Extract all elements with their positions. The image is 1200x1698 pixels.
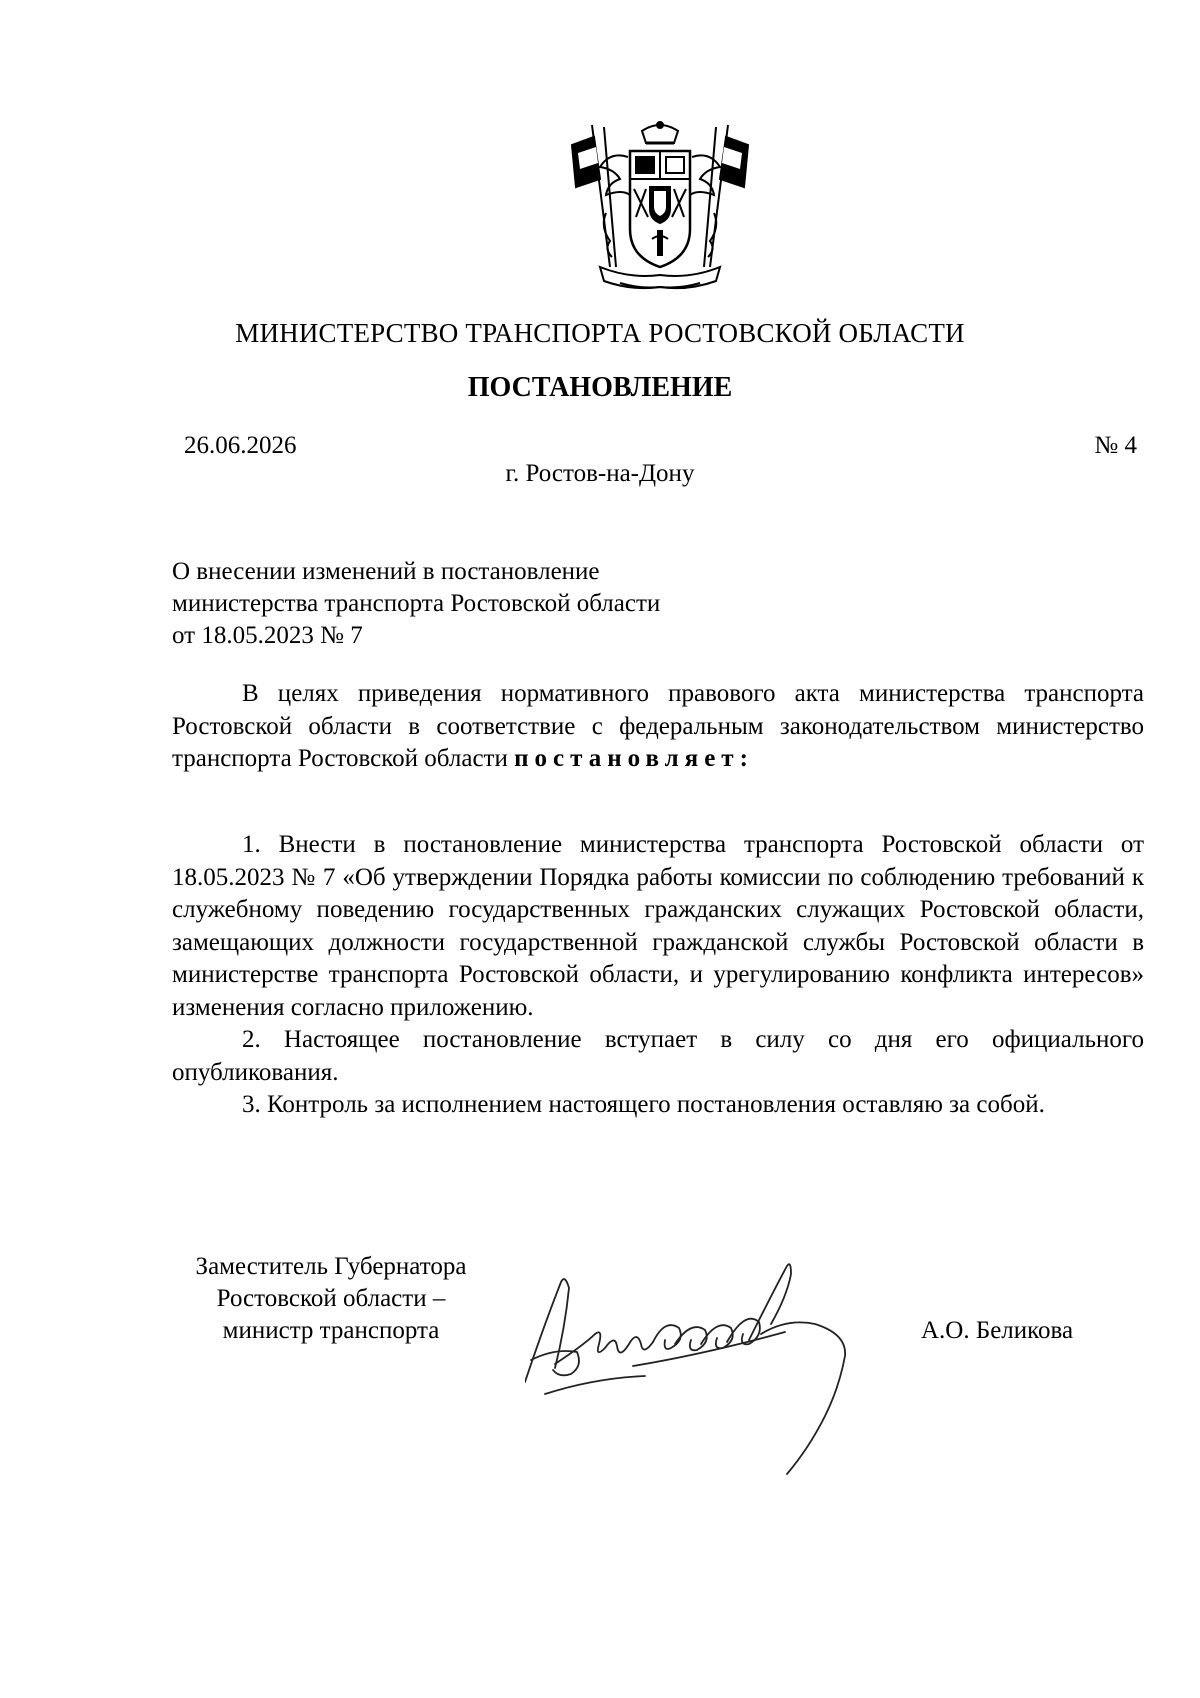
- resolution-item-1: 1. Внести в постановление министерства транспорта Ростовской области от 18.05.2023 № 7 «Об утверждении Порядка работы комиссии по соблюдению требований к служебному поведению государственных гражданских служащих Ростовской области, замещающих должности государственной гражданской службы Ростовской области в министерстве транспорта Ростовской области, и урегулированию конфликта интересов» изменения согласно приложению.: [172, 831, 1144, 1021]
- position-line: министр транспорта: [222, 1317, 440, 1344]
- preamble-paragraph: [172, 678, 1144, 776]
- subject-line: министерства транспорта Ростовской области: [172, 590, 661, 617]
- subject-line: О внесении изменений в постановление: [172, 558, 600, 585]
- resolution-item-2: 2. Настоящее постановление вступает в силу со дня его официального опубликования.: [172, 1026, 1144, 1086]
- signatory-position: [164, 1251, 498, 1347]
- resolution-item-3: 3. Контроль за исполнением настоящего постановления оставляю за собой.: [242, 1091, 1045, 1118]
- document-type-title: ПОСТАНОВЛЕНИЕ: [467, 372, 733, 403]
- document-subject: [172, 556, 792, 652]
- document-number: № 4: [1094, 432, 1137, 459]
- subject-line: от 18.05.2023 № 7: [172, 622, 363, 649]
- handwritten-signature-icon: [525, 1248, 925, 1488]
- document-place: г. Ростов-на-Дону: [505, 460, 695, 487]
- rostov-oblast-coat-of-arms-icon: [570, 117, 750, 297]
- document-date: 26.06.2026: [184, 432, 297, 459]
- signatory-name: А.О. Беликова: [921, 1317, 1074, 1344]
- position-line: Заместитель Губернатора: [195, 1253, 467, 1280]
- position-line: Ростовской области –: [216, 1285, 446, 1312]
- resolves-word: постановляет:: [514, 745, 754, 772]
- ministry-name: МИНИСТЕРСТВО ТРАНСПОРТА РОСТОВСКОЙ ОБЛАСТИ: [235, 318, 965, 348]
- preamble-text: В целях приведения нормативного правового акта министерства транспорта Ростовской области в соответствие с федеральным законодательством министерство транспорта Ростовской области: [172, 680, 1144, 772]
